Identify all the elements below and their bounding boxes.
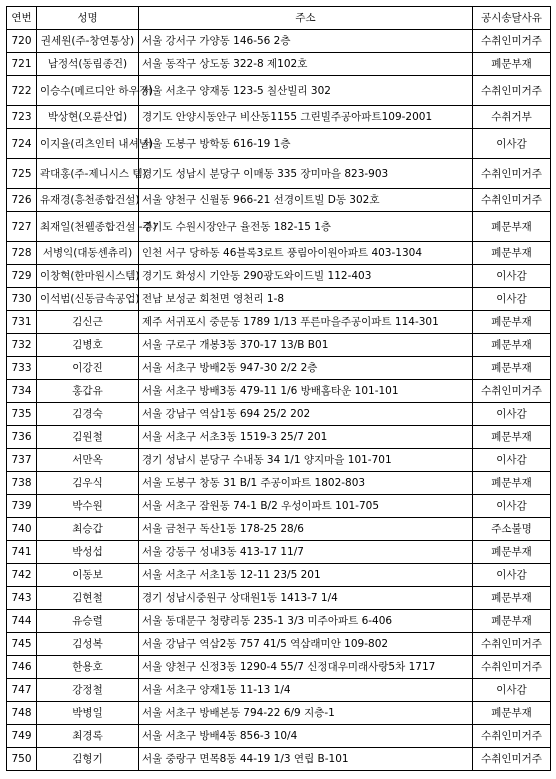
row-number: 748 [7, 702, 37, 725]
row-number: 732 [7, 334, 37, 357]
row-number: 725 [7, 159, 37, 189]
row-reason: 수취인미거주 [473, 725, 551, 748]
row-reason: 수취인미거주 [473, 748, 551, 771]
table-header-row [7, 7, 551, 30]
row-address: 제주 서귀포시 중문동 1789 1/13 푸른마을주공이파트 114-301 [139, 311, 473, 334]
row-address: 서울 구로구 개봉3동 370-17 13/B B01 [139, 334, 473, 357]
table-row [7, 610, 551, 633]
row-name: 서병익(대동센츄리) [37, 242, 139, 265]
row-name: 최경록 [37, 725, 139, 748]
row-address: 서울 양천구 신정3동 1290-4 55/7 신정대우미래사랑5차 1717 [139, 656, 473, 679]
row-reason: 이사감 [473, 129, 551, 159]
row-address: 서울 강서구 가양동 146-56 2층 [139, 30, 473, 53]
table-row [7, 656, 551, 679]
row-reason: 이사감 [473, 564, 551, 587]
row-name: 김우식 [37, 472, 139, 495]
row-number: 736 [7, 426, 37, 449]
table-row [7, 106, 551, 129]
row-reason: 수취인미거주 [473, 159, 551, 189]
row-name: 유재경(흥천종합건설) [37, 189, 139, 212]
row-reason: 이사감 [473, 265, 551, 288]
row-reason: 이사감 [473, 288, 551, 311]
table-row [7, 334, 551, 357]
row-name: 남정석(동림종건) [37, 53, 139, 76]
header-address: 주소 [139, 7, 473, 30]
row-number: 726 [7, 189, 37, 212]
header-name: 성명 [37, 7, 139, 30]
row-number: 746 [7, 656, 37, 679]
row-reason: 폐문부재 [473, 334, 551, 357]
row-number: 728 [7, 242, 37, 265]
row-name: 한용호 [37, 656, 139, 679]
row-name: 박수원 [37, 495, 139, 518]
table-row [7, 679, 551, 702]
row-number: 722 [7, 76, 37, 106]
row-number: 727 [7, 212, 37, 242]
row-name: 권세원(주-창연통상) [37, 30, 139, 53]
row-address: 서울 강남구 역삼1동 694 25/2 202 [139, 403, 473, 426]
table-row [7, 357, 551, 380]
row-address: 서울 서초구 양재1동 11-13 1/4 [139, 679, 473, 702]
row-reason: 폐문부재 [473, 472, 551, 495]
row-reason: 이사감 [473, 679, 551, 702]
row-name: 강정철 [37, 679, 139, 702]
row-name: 이동보 [37, 564, 139, 587]
row-address: 서울 도봉구 창동 31 B/1 주공이파트 1802-803 [139, 472, 473, 495]
row-reason: 폐문부재 [473, 610, 551, 633]
row-address: 서울 서초구 서초1동 12-11 23/5 201 [139, 564, 473, 587]
row-reason: 폐문부재 [473, 541, 551, 564]
row-reason: 주소불명 [473, 518, 551, 541]
row-name: 김병호 [37, 334, 139, 357]
row-reason: 수취인미거주 [473, 656, 551, 679]
row-address: 서울 서초구 잠원동 74-1 B/2 우성이파트 101-705 [139, 495, 473, 518]
row-address: 서울 서초구 방배3동 479-11 1/6 방배홈타운 101-101 [139, 380, 473, 403]
row-number: 739 [7, 495, 37, 518]
row-name: 박병일 [37, 702, 139, 725]
row-name: 김성복 [37, 633, 139, 656]
row-name: 최승갑 [37, 518, 139, 541]
row-number: 735 [7, 403, 37, 426]
row-number: 743 [7, 587, 37, 610]
row-reason: 수취인미거주 [473, 380, 551, 403]
row-address: 인천 서구 당하동 46블록3로트 풍림아이원아파트 403-1304 [139, 242, 473, 265]
row-address: 서울 중랑구 면목8동 44-19 1/3 연립 B-101 [139, 748, 473, 771]
table-row [7, 311, 551, 334]
table-row [7, 53, 551, 76]
table-row [7, 288, 551, 311]
row-reason: 수취인미거주 [473, 30, 551, 53]
row-address: 경기 성남시 분당구 수내동 34 1/1 양지마을 101-701 [139, 449, 473, 472]
row-reason: 폐문부재 [473, 53, 551, 76]
row-number: 749 [7, 725, 37, 748]
row-reason: 폐문부재 [473, 311, 551, 334]
row-name: 김형기 [37, 748, 139, 771]
service-notice-table [6, 6, 551, 771]
row-address: 경기도 성남시 분당구 이매동 335 장미마을 823-903 [139, 159, 473, 189]
row-name: 이강진 [37, 357, 139, 380]
row-number: 733 [7, 357, 37, 380]
row-reason: 이사감 [473, 495, 551, 518]
table-row [7, 449, 551, 472]
row-name: 김현철 [37, 587, 139, 610]
row-name: 곽대홍(주-제니시스 템) [37, 159, 139, 189]
row-reason: 수취인미거주 [473, 189, 551, 212]
row-number: 741 [7, 541, 37, 564]
table-row [7, 495, 551, 518]
row-number: 738 [7, 472, 37, 495]
row-name: 홍갑유 [37, 380, 139, 403]
row-address: 서울 도봉구 방학동 616-19 1층 [139, 129, 473, 159]
table-row [7, 189, 551, 212]
table-row [7, 702, 551, 725]
row-address: 서울 금천구 독산1동 178-25 28/6 [139, 518, 473, 541]
row-number: 724 [7, 129, 37, 159]
row-number: 723 [7, 106, 37, 129]
table-row [7, 159, 551, 189]
row-reason: 폐문부재 [473, 587, 551, 610]
row-reason: 수취거부 [473, 106, 551, 129]
row-name: 이창혁(한마원시스템) [37, 265, 139, 288]
row-name: 이석범(신동금속공업) [37, 288, 139, 311]
row-reason: 이사감 [473, 449, 551, 472]
table-body [7, 30, 551, 771]
table-row [7, 129, 551, 159]
row-address: 서울 강동구 성내3동 413-17 11/7 [139, 541, 473, 564]
row-name: 박성섭 [37, 541, 139, 564]
row-number: 740 [7, 518, 37, 541]
table-row [7, 633, 551, 656]
row-name: 김원철 [37, 426, 139, 449]
table-row [7, 725, 551, 748]
row-name: 유승렬 [37, 610, 139, 633]
row-number: 730 [7, 288, 37, 311]
row-reason: 폐문부재 [473, 212, 551, 242]
row-address: 서울 동작구 상도동 322-8 제102호 [139, 53, 473, 76]
table-row [7, 76, 551, 106]
row-address: 서울 서초구 방배2동 947-30 2/2 2층 [139, 357, 473, 380]
row-number: 720 [7, 30, 37, 53]
row-address: 서울 서초구 서초3동 1519-3 25/7 201 [139, 426, 473, 449]
table-row [7, 380, 551, 403]
header-reason: 공시송달사유 [473, 7, 551, 30]
row-name: 박상현(오륜산업) [37, 106, 139, 129]
table-row [7, 30, 551, 53]
row-address: 서울 동대문구 청량리동 235-1 3/3 미주아파트 6-406 [139, 610, 473, 633]
table-row [7, 541, 551, 564]
table-row [7, 426, 551, 449]
row-reason: 폐문부재 [473, 426, 551, 449]
table-row [7, 564, 551, 587]
row-number: 750 [7, 748, 37, 771]
row-number: 721 [7, 53, 37, 76]
row-reason: 이사감 [473, 403, 551, 426]
row-address: 경기도 안양시동안구 비산동1155 그린빌주공아파트109-2001 [139, 106, 473, 129]
row-address: 전남 보성군 회천면 영천리 1-8 [139, 288, 473, 311]
row-reason: 폐문부재 [473, 702, 551, 725]
table-row [7, 212, 551, 242]
table-row [7, 748, 551, 771]
table-row [7, 472, 551, 495]
row-number: 734 [7, 380, 37, 403]
row-number: 731 [7, 311, 37, 334]
row-address: 경기도 화성시 기안동 290광도와이드빌 112-403 [139, 265, 473, 288]
row-number: 747 [7, 679, 37, 702]
row-address: 서울 서초구 방배본동 794-22 6/9 지층-1 [139, 702, 473, 725]
row-address: 서울 양천구 신월동 966-21 선경이트빌 D동 302호 [139, 189, 473, 212]
table-row [7, 518, 551, 541]
header-number: 연번 [7, 7, 37, 30]
row-name: 이지율(리츠인터 내셔널) [37, 129, 139, 159]
row-address: 서울 서초구 방배4동 856-3 10/4 [139, 725, 473, 748]
row-address: 경기도 수원시장안구 율전동 182-15 1층 [139, 212, 473, 242]
table-row [7, 587, 551, 610]
row-name: 이승수(메르디안 하우징) [37, 76, 139, 106]
row-name: 최재일(천웰종합건설 -주) [37, 212, 139, 242]
table-row [7, 242, 551, 265]
row-reason: 폐문부재 [473, 357, 551, 380]
row-reason: 수취인미거주 [473, 633, 551, 656]
row-number: 742 [7, 564, 37, 587]
row-reason: 수취인미거주 [473, 76, 551, 106]
row-number: 745 [7, 633, 37, 656]
row-name: 김신근 [37, 311, 139, 334]
table-row [7, 265, 551, 288]
row-reason: 폐문부재 [473, 242, 551, 265]
row-number: 729 [7, 265, 37, 288]
table-row [7, 403, 551, 426]
row-address: 경기 성남시중원구 상대원1동 1413-7 1/4 [139, 587, 473, 610]
row-name: 서만옥 [37, 449, 139, 472]
row-address: 서울 강남구 역삼2동 757 41/5 역삼래미안 109-802 [139, 633, 473, 656]
row-number: 744 [7, 610, 37, 633]
row-number: 737 [7, 449, 37, 472]
row-address: 서울 서초구 양재동 123-5 칠산빌리 302 [139, 76, 473, 106]
row-name: 김경숙 [37, 403, 139, 426]
